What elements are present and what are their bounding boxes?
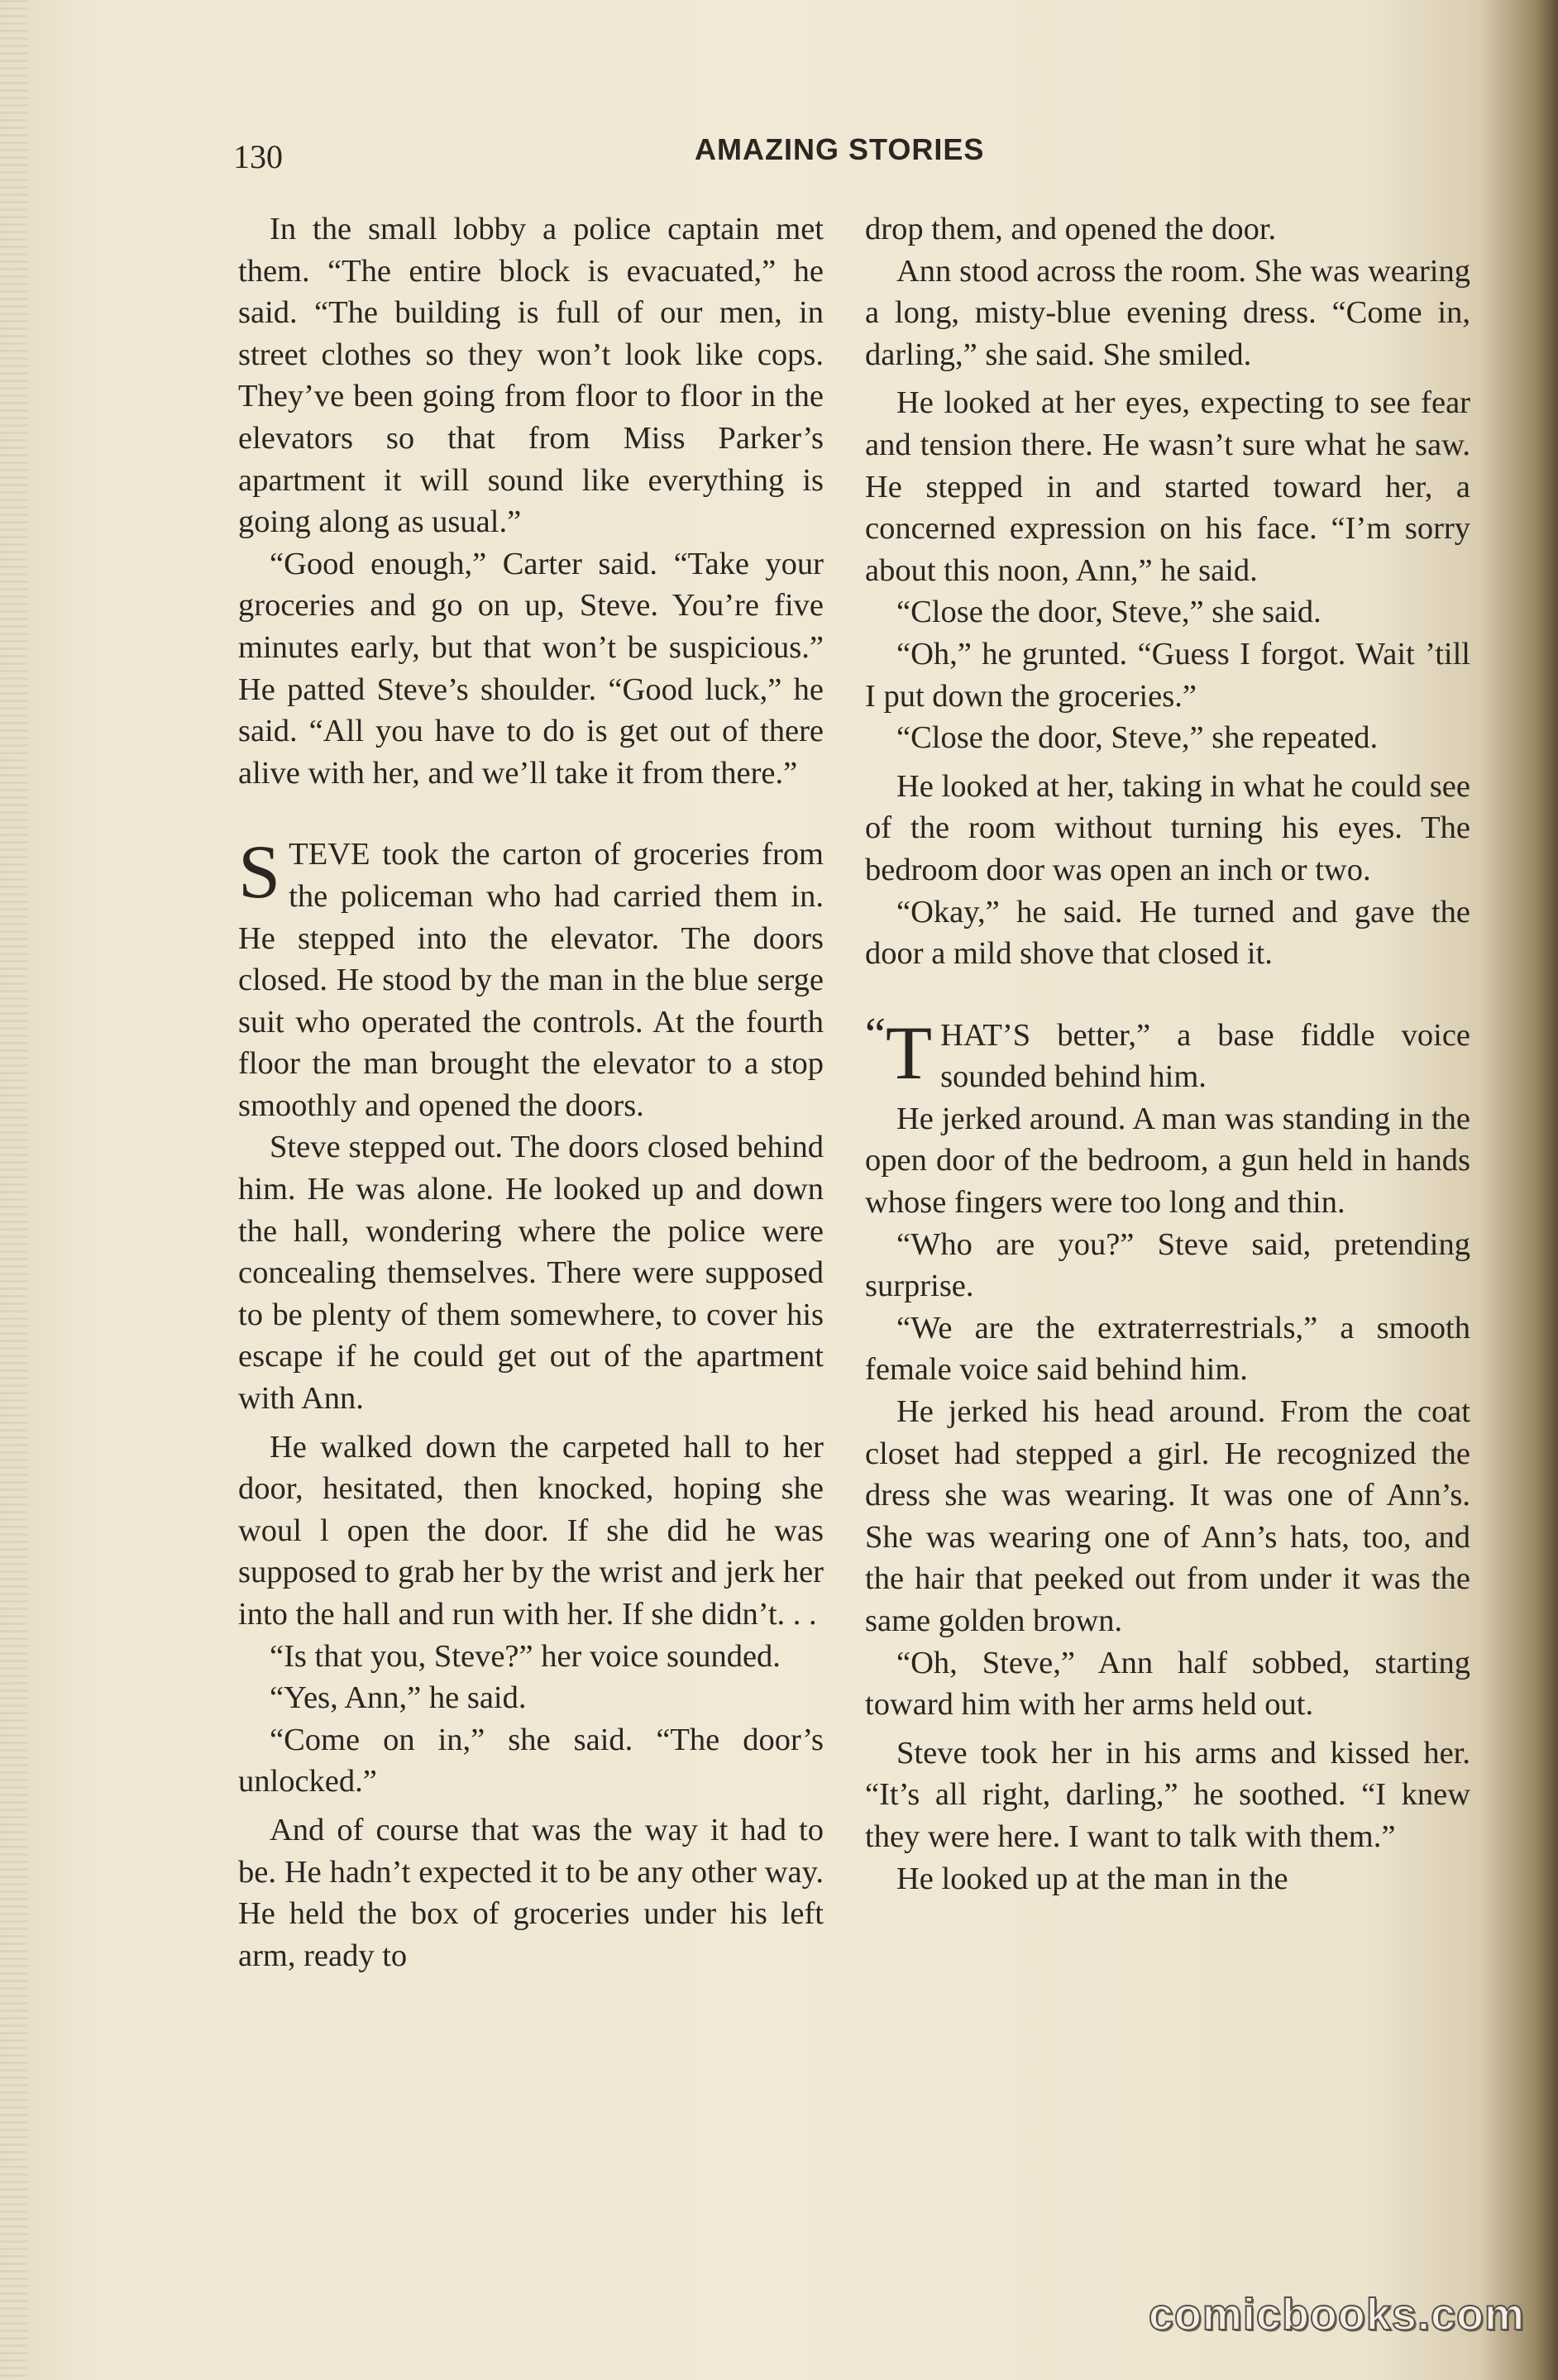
paragraph: “We are the extraterrestrials,” a smooth female voice said behind him. <box>865 1310 1470 1388</box>
section-start-paragraph <box>238 829 824 1126</box>
paragraph: He looked at her eyes, expecting to see fear and tension there. He wasn’t sure what he saw. He stepped in and started toward her, a concerned expression on his face. “I’m sorry about this noon, Ann,” he said. <box>865 385 1470 588</box>
paragraph: “Close the door, Steve,” she repeated. <box>896 720 1379 756</box>
paragraph: He looked at her, taking in what he could see of the room without turning his eyes. The bedroom door was open an inch or two. <box>865 768 1470 887</box>
paragraph: Steve stepped out. The doors closed behind him. He was alone. He looked up and down the hall, wondering where the police were concealing themselves. There were supposed to be plenty of them somewhere, to cover his escape if he could get out of the apartment with Ann. <box>238 1130 824 1417</box>
paragraph: He jerked around. A man was standing in the open door of the bedroom, a gun held in hands whose fingers were too long and thin. <box>865 1101 1470 1221</box>
paragraph: “Oh,” he grunted. “Guess I forgot. Wait ’till I put down the groceries.” <box>865 636 1470 714</box>
paragraph: He jerked his head around. From the coat closet had stepped a girl. He recognized the dress she was wearing. It was one of Ann’s. She was wearing one of Ann’s hats, too, and the hair that peeked out from under it was the same golden brown. <box>865 1394 1470 1638</box>
paragraph: In the small lobby a police captain met them. “The entire block is evacuated,” he said. “The building is full of our men, in street clothes so they won’t look like cops. They’ve been going from floor to floor in the elevators so that from Miss Parker’s apartment it will sound like everything is going along as usual.” <box>238 212 824 540</box>
paragraph: “Okay,” he said. He turned and gave the door a mild shove that closed it. <box>865 894 1470 972</box>
paragraph-text: TEVE took the carton of groceries from the policeman who had carried them in. He stepped into the elevator. The doors closed. He stood by the man in the blue serge suit who operated the controls. At the fourth floor the man brought the elevator to a stop smoothly and opened the doors. <box>238 837 824 1123</box>
paragraph: He looked up at the man in the <box>896 1861 1288 1896</box>
paragraph: Ann stood across the room. She was wearing a long, misty-blue evening dress. “Come in, darling,” she said. She smiled. <box>865 253 1470 372</box>
page-number: 130 <box>233 138 283 175</box>
paragraph: He walked down the carpeted hall to her door, hesitated, then knocked, hoping she woul l open the door. If she did he was supposed to grab her by the wrist and jerk her into the hall and run with her. If she didn’t. . . <box>238 1429 824 1632</box>
drop-cap: T <box>885 1010 933 1095</box>
right-column <box>865 208 1470 1900</box>
paragraph: “Close the door, Steve,” she said. <box>896 595 1321 630</box>
section-start-paragraph <box>865 1008 1470 1098</box>
page-binding-edge <box>0 0 28 2380</box>
paragraph-text: HAT’S better,” a base fiddle voice sounded behind him. <box>940 1017 1470 1095</box>
drop-cap: S <box>238 829 281 915</box>
drop-quote-mark: “ <box>865 1008 886 1060</box>
paragraph: Steve took her in his arms and kissed her. “It’s all right, darling,” he soothed. “I knew they were here. I want to talk with them.” <box>865 1735 1470 1854</box>
left-column <box>238 208 824 1976</box>
paragraph: “Good enough,” Carter said. “Take your groceries and go on up, Steve. You’re five minutes early, but that won’t be suspicious.” He patted Steve’s shoulder. “Good luck,” he said. “All you have to do is get out of there alive with her, and we’ll take it from there.” <box>238 546 824 791</box>
paragraph: And of course that was the way it had to be. He hadn’t expected it to be any other way. He held the box of groceries under his left arm, ready to <box>238 1812 824 1973</box>
paragraph: “Yes, Ann,” he said. <box>270 1680 527 1716</box>
paragraph-continuation: drop them, and opened the door. <box>865 212 1277 246</box>
page-header <box>0 124 1558 174</box>
watermark-logo: comicbooks.com <box>1148 2290 1525 2339</box>
paragraph: “Oh, Steve,” Ann half sobbed, starting toward him with her arms held out. <box>865 1645 1470 1723</box>
running-head: AMAZING STORIES <box>695 132 985 166</box>
paragraph: “Come on in,” she said. “The door’s unlocked.” <box>238 1722 824 1799</box>
paragraph: “Is that you, Steve?” her voice sounded. <box>270 1638 781 1674</box>
paragraph: “Who are you?” Steve said, pretending surprise. <box>865 1226 1470 1304</box>
